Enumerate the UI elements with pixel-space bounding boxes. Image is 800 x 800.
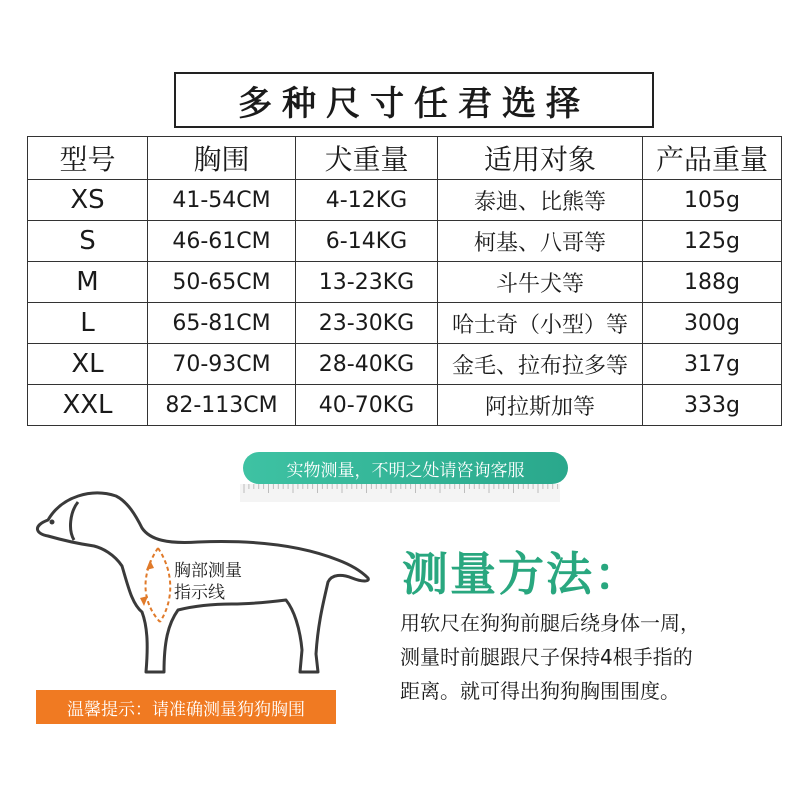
cell-chest: 65-81CM bbox=[148, 303, 296, 344]
cell-dog-weight: 4-12KG bbox=[296, 180, 438, 221]
table-header-row bbox=[28, 137, 782, 180]
method-line: 用软尺在狗狗前腿后绕身体一周， bbox=[400, 611, 700, 635]
method-text bbox=[400, 606, 770, 708]
cell-product-weight: 333g bbox=[643, 385, 782, 426]
cell-suitable-for: 泰迪、比熊等 bbox=[438, 180, 643, 221]
cell-suitable-for: 哈士奇（小型）等 bbox=[438, 303, 643, 344]
cell-product-weight: 188g bbox=[643, 262, 782, 303]
cell-dog-weight: 23-30KG bbox=[296, 303, 438, 344]
size-table bbox=[27, 136, 782, 426]
cell-suitable-for: 金毛、拉布拉多等 bbox=[438, 344, 643, 385]
header-dog-weight: 犬重量 bbox=[296, 137, 438, 180]
chest-label-line: 指示线 bbox=[174, 583, 225, 603]
measure-banner-text: 实物测量，不明之处请咨询客服 bbox=[286, 460, 525, 481]
cell-model: L bbox=[28, 303, 148, 344]
cell-suitable-for: 柯基、八哥等 bbox=[438, 221, 643, 262]
header-chest: 胸围 bbox=[148, 137, 296, 180]
header-product-weight: 产品重量 bbox=[643, 137, 782, 180]
table-row bbox=[28, 262, 782, 303]
cell-chest: 41-54CM bbox=[148, 180, 296, 221]
method-line: 测量时前腿跟尺子保持4根手指的 bbox=[400, 645, 693, 669]
chest-label-line: 胸部测量 bbox=[174, 561, 242, 581]
table-row bbox=[28, 303, 782, 344]
table-row bbox=[28, 385, 782, 426]
table-row bbox=[28, 221, 782, 262]
header-model: 型号 bbox=[28, 137, 148, 180]
cell-model: S bbox=[28, 221, 148, 262]
cell-dog-weight: 13-23KG bbox=[296, 262, 438, 303]
chest-measure-label bbox=[174, 560, 242, 604]
cell-model: XXL bbox=[28, 385, 148, 426]
cell-model: M bbox=[28, 262, 148, 303]
cell-chest: 50-65CM bbox=[148, 262, 296, 303]
table-row bbox=[28, 344, 782, 385]
cell-suitable-for: 斗牛犬等 bbox=[438, 262, 643, 303]
method-title: 测量方法： bbox=[402, 547, 642, 601]
header-suitable-for: 适用对象 bbox=[438, 137, 643, 180]
measure-banner bbox=[243, 452, 568, 484]
table-row bbox=[28, 180, 782, 221]
cell-chest: 82-113CM bbox=[148, 385, 296, 426]
tip-banner bbox=[36, 690, 336, 724]
tip-text: 温馨提示：请准确测量狗狗胸围 bbox=[67, 699, 305, 720]
title-box bbox=[174, 72, 654, 128]
cell-dog-weight: 28-40KG bbox=[296, 344, 438, 385]
cell-chest: 70-93CM bbox=[148, 344, 296, 385]
cell-model: XL bbox=[28, 344, 148, 385]
cell-dog-weight: 6-14KG bbox=[296, 221, 438, 262]
method-line: 距离。就可得出狗狗胸围围度。 bbox=[400, 679, 680, 703]
cell-product-weight: 317g bbox=[643, 344, 782, 385]
cell-dog-weight: 40-70KG bbox=[296, 385, 438, 426]
cell-product-weight: 105g bbox=[643, 180, 782, 221]
cell-chest: 46-61CM bbox=[148, 221, 296, 262]
cell-product-weight: 300g bbox=[643, 303, 782, 344]
cell-suitable-for: 阿拉斯加等 bbox=[438, 385, 643, 426]
cell-product-weight: 125g bbox=[643, 221, 782, 262]
page-title: 多种尺寸任君选择 bbox=[238, 83, 590, 124]
cell-model: XS bbox=[28, 180, 148, 221]
